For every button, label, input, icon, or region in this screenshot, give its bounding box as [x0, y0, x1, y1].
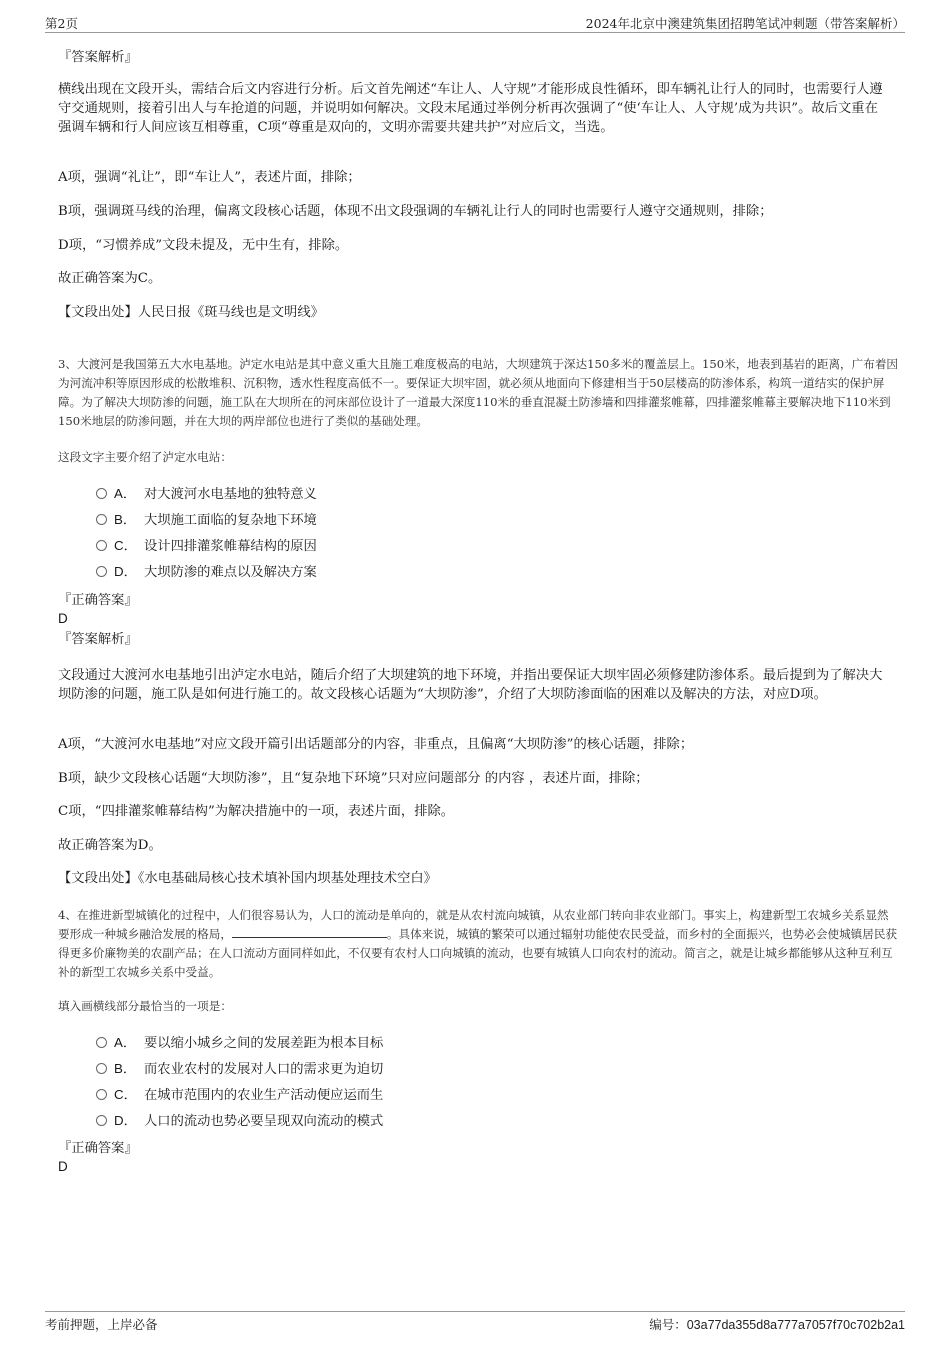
page-number: 第2页 — [45, 16, 78, 31]
q2-conclusion: 故正确答案为C。 — [58, 271, 162, 286]
q4-correct-answer: D — [58, 1159, 68, 1174]
q3-stem: 3、大渡河是我国第五大水电基地。泸定水电站是其中意义重大且施工难度极高的电站，大坝建筑于深达150多米的覆盖层上。150米，地表到基岩的距离，广布着因为河流冲积等原因形成的松散堆积、沉积物，透水性程度高低不一。要保证大坝牢固，就必须从地面向下修建相当于50层楼高的防渗体系，构筑一道结实的保护屏障。为了解决大坝防渗的问题，施工队在大坝所在的河床部位设计了一道最大深度110米的垂直混凝土防渗墙和四排灌浆帷幕，四排灌浆帷幕主要解决地下110米到150米地层的防渗问题，并在大坝的两岸部位也进行了类似的基础处理。 — [58, 357, 899, 428]
q3-conclusion: 故正确答案为D。 — [58, 838, 162, 853]
q3-question: 这段文字主要介绍了泸定水电站： — [58, 450, 232, 464]
option-text: 在城市范围内的农业生产活动便应运而生 — [144, 1088, 384, 1103]
q3-correct-answer: D — [58, 611, 68, 626]
option-text: 人口的流动也势必要呈现双向流动的模式 — [144, 1114, 384, 1129]
q4-question: 填入画横线部分最恰当的一项是： — [58, 999, 232, 1013]
q4-option-b[interactable]: B． 而农业农村的发展对人口的需求更为迫切 — [96, 1060, 383, 1079]
radio-icon[interactable] — [96, 1063, 107, 1074]
q3-option-d[interactable]: D． 大坝防渗的难点以及解决方案 — [96, 563, 317, 582]
q3-option-a[interactable]: A． 对大渡河水电基地的独特意义 — [96, 485, 317, 504]
q4-stem: 4、在推进新型城镇化的过程中，人们很容易认为，人口的流动是单向的，就是从农村流向城镇，从农业部门转向非农业部门。事实上，构建新型工农城乡关系显然要形成一种城乡融洽发展的格局， 。具体来说，城镇的繁荣可以通过辐射功能使农民受益，而乡村的全面振兴，也势必会使城镇居民获得更多价廉物美的农副产品；在人口流动方面同样如此，不仅要有农村人口向城镇的流动，也要有城镇人口向农村的流动。简言之，就是让城乡都能够从这种互利互补的新型工农城乡关系中受益。 — [58, 908, 898, 979]
q3-analysis-option-c: C项，“四排灌浆帷幕结构”为解决措施中的一项，表述片面，排除。 — [58, 804, 455, 819]
q4-option-d[interactable]: D． 人口的流动也势必要呈现双向流动的模式 — [96, 1112, 383, 1131]
q4-option-c[interactable]: C． 在城市范围内的农业生产活动便应运而生 — [96, 1086, 383, 1105]
q4-correct-label: 『正确答案』 — [58, 1141, 138, 1156]
radio-icon[interactable] — [96, 566, 107, 577]
q2-source: 【文段出处】人民日报《斑马线也是文明线》 — [58, 305, 324, 320]
fill-in-blank — [232, 925, 387, 938]
footer-motto: 考前押题，上岸必备 — [45, 1317, 158, 1332]
page-footer — [45, 1311, 905, 1332]
option-text: 设计四排灌浆帷幕结构的原因 — [144, 539, 317, 554]
q2-analysis-option-d: D项，“习惯养成”文段未提及，无中生有，排除。 — [58, 238, 349, 253]
radio-icon[interactable] — [96, 540, 107, 551]
option-text: 大坝施工面临的复杂地下环境 — [144, 513, 317, 528]
radio-icon[interactable] — [96, 1089, 107, 1100]
q3-analysis-option-a: A项，“大渡河水电基地”对应文段开篇引出话题部分的内容，非重点，且偏离“大坝防渗”的核心话题，排除； — [58, 737, 694, 752]
radio-icon[interactable] — [96, 514, 107, 525]
q2-analysis-label: 『答案解析』 — [58, 50, 138, 65]
q3-source: 【文段出处】《水电基础局核心技术填补国内坝基处理技术空白》 — [58, 871, 437, 886]
option-text: 对大渡河水电基地的独特意义 — [144, 487, 317, 502]
q3-option-b[interactable]: B． 大坝施工面临的复杂地下环境 — [96, 511, 317, 530]
q3-option-c[interactable]: C． 设计四排灌浆帷幕结构的原因 — [96, 537, 317, 556]
option-text: 要以缩小城乡之间的发展差距为根本目标 — [144, 1036, 384, 1051]
option-text: 而农业农村的发展对人口的需求更为迫切 — [144, 1062, 384, 1077]
option-text: 大坝防渗的难点以及解决方案 — [144, 565, 317, 580]
document-code: 编号：03a77da355d8a777a7057f70c702b2a1 — [649, 1317, 905, 1332]
q4-option-a[interactable]: A． 要以缩小城乡之间的发展差距为根本目标 — [96, 1034, 383, 1053]
q3-analysis-label: 『答案解析』 — [58, 632, 138, 647]
document-title: 2024年北京中澳建筑集团招聘笔试冲刺题（带答案解析） — [585, 16, 905, 31]
radio-icon[interactable] — [96, 1037, 107, 1048]
radio-icon[interactable] — [96, 1115, 107, 1126]
q2-analysis-paragraph: 横线出现在文段开头，需结合后文内容进行分析。后文首先阐述“车让人、人守规”才能形成良性循环，即车辆礼让行人的同时，也需要行人遵守交通规则，接着引出人与车抢道的问题，并说明如何解决。文段末尾通过举例分析再次强调了“使‘车让人、人守规’成为共识”。故后文重在强调车辆和行人间应该互相尊重，C项“尊重是双向的，文明亦需要共建共护”对应后文，当选。 — [58, 82, 883, 135]
page-header — [45, 14, 905, 33]
q2-analysis-option-a: A项，强调“礼让”，即“车让人”，表述片面，排除； — [58, 170, 361, 185]
q2-analysis-option-b: B项，强调斑马线的治理，偏离文段核心话题，体现不出文段强调的车辆礼让行人的同时也需要行人遵守交通规则，排除； — [58, 204, 773, 219]
q3-analysis-option-b: B项，缺少文段核心话题“大坝防渗”，且“复杂地下环境”只对应问题部分 的内容 ，表述片面，排除； — [58, 771, 649, 786]
radio-icon[interactable] — [96, 488, 107, 499]
q3-correct-label: 『正确答案』 — [58, 593, 138, 608]
q3-analysis-paragraph: 文段通过大渡河水电基地引出泸定水电站，随后介绍了大坝建筑的地下环境，并指出要保证大坝牢固必须修建防渗体系。最后提到为了解决大坝防渗的问题，施工队是如何进行施工的。故文段核心话题为“大坝防渗”，介绍了大坝防渗面临的困难以及解决的方法，对应D项。 — [58, 668, 883, 702]
